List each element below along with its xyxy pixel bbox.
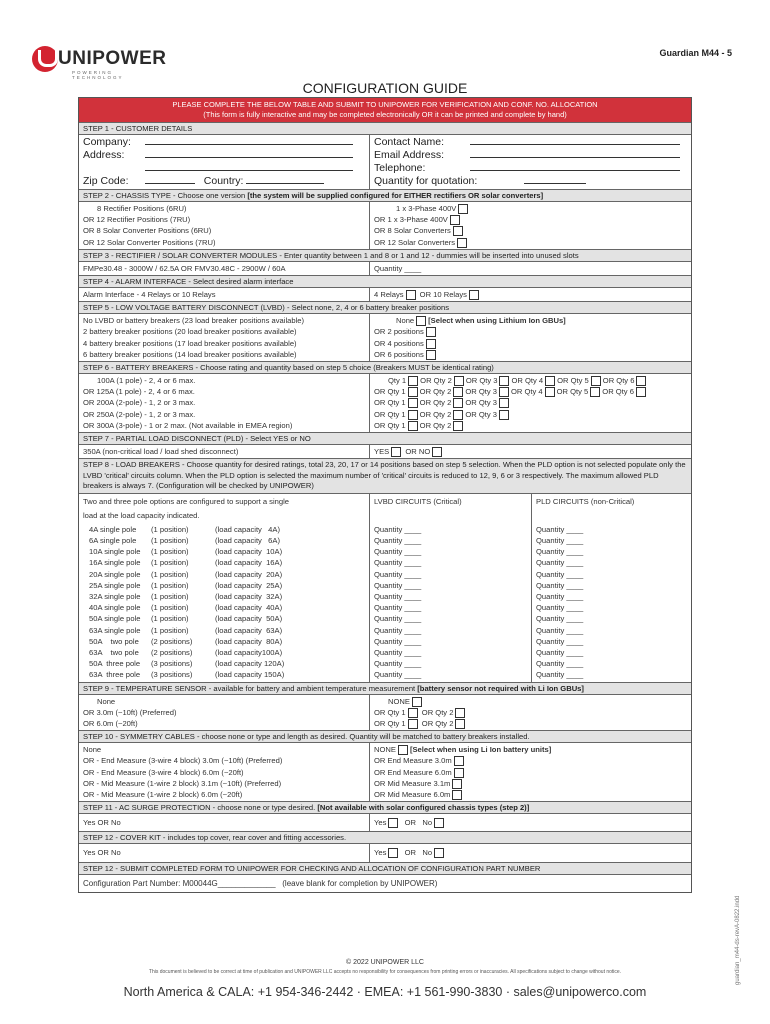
load-breaker-row: 50A three pole (3 positions) (load capacity 120A) bbox=[89, 659, 285, 669]
lvbd-quantity-field[interactable]: Quantity ____ bbox=[374, 524, 422, 534]
pld-quantity-field[interactable]: Quantity ____ bbox=[536, 636, 584, 646]
sym-mid-3m-checkbox[interactable] bbox=[452, 779, 462, 789]
quote-quantity-field[interactable] bbox=[524, 175, 586, 184]
load-breaker-row: 6A single pole (1 position) (load capacity 6A) bbox=[89, 535, 280, 545]
bb-r2-q5[interactable] bbox=[590, 387, 600, 397]
step5-header: STEP 5 - LOW VOLTAGE BATTERY DISCONNECT (LVBD) - Select none, 2, 4 or 6 battery breaker positions bbox=[79, 301, 691, 313]
address-field-2[interactable] bbox=[145, 162, 353, 171]
lvbd-column-header: LVBD CIRCUITS (Critical) bbox=[374, 496, 462, 506]
bb-r1-q3[interactable] bbox=[499, 376, 509, 386]
bb-r1-q5[interactable] bbox=[591, 376, 601, 386]
lvbd-options: No LVBD or battery breakers (23 load breaker positions available) 2 battery breaker positions (20 load breaker positions available) 4 battery breaker positions (17 load breaker positions available) 6 battery breaker positions (14 load breaker positions available) None [Select when using Lithium Ion GBUs] OR 2 positions OR 4 positions OR 6 positions bbox=[79, 313, 691, 361]
lvbd-quantity-field[interactable]: Quantity ____ bbox=[374, 625, 422, 635]
bb-r2-q6[interactable] bbox=[636, 387, 646, 397]
sym-end-6m-checkbox[interactable] bbox=[454, 768, 464, 778]
bb-r3-q1[interactable] bbox=[408, 398, 418, 408]
pld-quantity-field[interactable]: Quantity ____ bbox=[536, 535, 584, 545]
bb-r2-q2[interactable] bbox=[453, 387, 463, 397]
telephone-field[interactable] bbox=[470, 162, 680, 171]
configuration-form bbox=[78, 97, 692, 893]
page-header bbox=[32, 40, 732, 80]
chassis-checkbox-4[interactable] bbox=[457, 238, 467, 248]
company-field[interactable] bbox=[145, 136, 353, 145]
pld-quantity-field[interactable]: Quantity ____ bbox=[536, 603, 584, 613]
load-breaker-row: 25A single pole (1 position) (load capacity 25A) bbox=[89, 580, 283, 590]
bb-r5-q2[interactable] bbox=[453, 421, 463, 431]
email-field[interactable] bbox=[470, 149, 680, 158]
step11-header: STEP 11 - AC SURGE PROTECTION - choose none or type desired. [Not available with solar configured chassis types (step 2)] bbox=[79, 801, 691, 813]
alarm-10-relays-checkbox[interactable] bbox=[469, 290, 479, 300]
bb-r1-q6[interactable] bbox=[636, 376, 646, 386]
pld-quantity-field[interactable]: Quantity ____ bbox=[536, 659, 584, 669]
load-breaker-row: 10A single pole (1 position) (load capacity 10A) bbox=[89, 547, 283, 557]
temp-6m-qty1[interactable] bbox=[408, 719, 418, 729]
load-breaker-row: 63A three pole (3 positions) (load capacity 150A) bbox=[89, 670, 285, 680]
load-breaker-row: 20A single pole (1 position) (load capacity 20A) bbox=[89, 569, 283, 579]
sym-mid-6m-checkbox[interactable] bbox=[452, 790, 462, 800]
lvbd-quantity-field[interactable]: Quantity ____ bbox=[374, 636, 422, 646]
temp-sensor-options: None OR 3.0m (~10ft) (Preferred) OR 6.0m (~20ft) NONE OR Qty 1 OR Qty 2 OR Qty 1 OR Qty 2 bbox=[79, 694, 691, 731]
lvbd-quantity-field[interactable]: Quantity ____ bbox=[374, 569, 422, 579]
step6-header: STEP 6 - BATTERY BREAKERS - Choose rating and quantity based on step 5 choice (Breakers MUST be identical rating) bbox=[79, 361, 691, 373]
step4-header: STEP 4 - ALARM INTERFACE - Select desired alarm interface bbox=[79, 275, 691, 287]
pld-quantity-field[interactable]: Quantity ____ bbox=[536, 580, 584, 590]
pld-quantity-field[interactable]: Quantity ____ bbox=[536, 647, 584, 657]
pld-quantity-field[interactable]: Quantity ____ bbox=[536, 524, 584, 534]
step7-header: STEP 7 - PARTIAL LOAD DISCONNECT (PLD) - Select YES or NO bbox=[79, 432, 691, 444]
lvbd-6-checkbox[interactable] bbox=[426, 350, 436, 360]
load-breaker-row: 4A single pole (1 position) (load capacity 4A) bbox=[89, 524, 280, 534]
pld-quantity-field[interactable]: Quantity ____ bbox=[536, 558, 584, 568]
module-row: FMPe30.48 - 3000W / 62.5A OR FMV30.48C - 2900W / 60A Quantity ____ bbox=[79, 261, 691, 275]
lvbd-quantity-field[interactable]: Quantity ____ bbox=[374, 535, 422, 545]
bb-r2-q3[interactable] bbox=[499, 387, 509, 397]
part-number-row: Configuration Part Number: M00044G_____________ (leave blank for completion by UNIPOWER) bbox=[79, 874, 691, 892]
lvbd-quantity-field[interactable]: Quantity ____ bbox=[374, 670, 422, 680]
load-breaker-row: 63A two pole (2 positions) (load capacity100A) bbox=[89, 647, 283, 657]
lvbd-2-checkbox[interactable] bbox=[426, 327, 436, 337]
chassis-checkbox-3[interactable] bbox=[453, 226, 463, 236]
pld-quantity-field[interactable]: Quantity ____ bbox=[536, 569, 584, 579]
country-field[interactable] bbox=[246, 175, 324, 184]
logo-brand: UNIPOWER bbox=[58, 48, 167, 69]
chassis-checkbox-1[interactable] bbox=[458, 204, 468, 214]
lvbd-quantity-field[interactable]: Quantity ____ bbox=[374, 558, 422, 568]
bb-r4-q2[interactable] bbox=[453, 410, 463, 420]
cover-row: Yes OR No Yes OR No bbox=[79, 843, 691, 861]
alarm-4-relays-checkbox[interactable] bbox=[406, 290, 416, 300]
logo-tagline: POWERING TECHNOLOGY bbox=[72, 70, 124, 80]
part-number-field[interactable]: Configuration Part Number: M00044G_____________ bbox=[83, 878, 276, 888]
step10-header: STEP 10 - SYMMETRY CABLES - choose none or type and length as desired. Quantity will be matched to battery breakers installed. bbox=[79, 730, 691, 742]
load-breaker-list bbox=[83, 524, 365, 681]
battery-breaker-options: 100A (1 pole) - 2, 4 or 6 max. OR 125A (1 pole) - 2, 4 or 6 max. OR 200A (2-pole) - 1, 2 or 3 max. OR 250A (2-pole) - 1, 2 or 3 max. OR 300A (3-pole) - 1 or 2 max. (Not available in EMEA region) Qty 1 OR Qty 2 OR Qty 3 OR Qty 4 OR Qty 5 OR Qty 6 OR Qty 1 OR Qty 2 OR Qty 3 OR Qty 4 OR Qty 5 OR Qty 6 OR Qty 1 OR Qty 2 OR Qty 3 OR Qty 1 OR Qty 2 OR Qty 3 OR Qty 1 OR Qty 2 bbox=[79, 373, 691, 432]
chassis-options: 8 Rectifier Positions (6RU) OR 12 Rectifier Positions (7RU) OR 8 Solar Converter Positions (6RU) OR 12 Solar Converter Positions (7RU) 1 x 3-Phase 400V OR 1 x 3-Phase 400V OR 8 Solar Converters OR 12 Solar Converters bbox=[79, 201, 691, 249]
pld-quantity-list bbox=[536, 524, 687, 681]
step2-header: STEP 2 - CHASSIS TYPE - Choose one version [the system will be supplied configured for EITHER rectifiers OR solar converters] bbox=[79, 189, 691, 201]
unipower-logo bbox=[32, 46, 167, 80]
module-quantity-field[interactable]: Quantity ____ bbox=[369, 262, 691, 275]
lvbd-quantity-field[interactable]: Quantity ____ bbox=[374, 603, 422, 613]
pld-quantity-field[interactable]: Quantity ____ bbox=[536, 670, 584, 680]
zip-field[interactable] bbox=[145, 175, 195, 184]
step8-header: STEP 8 - LOAD BREAKERS - Choose quantity for desired ratings, total 23, 20, 17 or 14 positions based on step 5 selection. When the PLD option is not selected populate only the LVBD 'critical' circuits column. When the PLD option is selected the maximum number of 'critical' circuits is reduced to 12, 9, 6 or 3 respectively. The maximum allowed PLD breakers is always 7. (Configuration will be checked by UNIPOWER) bbox=[79, 458, 691, 493]
pld-quantity-field[interactable]: Quantity ____ bbox=[536, 591, 584, 601]
pld-no-checkbox[interactable] bbox=[432, 447, 442, 457]
lvbd-quantity-field[interactable]: Quantity ____ bbox=[374, 547, 422, 557]
step3-header: STEP 3 - RECTIFIER / SOLAR CONVERTER MODULES - Enter quantity between 1 and 8 or 1 and 12 - dummies will be inserted into unused slots bbox=[79, 249, 691, 261]
lvbd-none-checkbox[interactable] bbox=[416, 316, 426, 326]
step9-header: STEP 9 - TEMPERATURE SENSOR - available for battery and ambient temperature measurement [battery sensor not required with Li Ion GBUs] bbox=[79, 682, 691, 694]
bb-r2-q4[interactable] bbox=[545, 387, 555, 397]
temp-3m-qty2[interactable] bbox=[455, 708, 465, 718]
customer-details: Company: Address: Zip Code: Country: Contact Name: Email Address: Telephone: Quantity for quotation: bbox=[79, 134, 691, 189]
bb-r3-q2[interactable] bbox=[453, 398, 463, 408]
lvbd-quantity-field[interactable]: Quantity ____ bbox=[374, 659, 422, 669]
step12-header: STEP 12 - COVER KIT - includes top cover, rear cover and fitting accessories. bbox=[79, 831, 691, 843]
address-field[interactable] bbox=[145, 149, 353, 158]
pld-quantity-field[interactable]: Quantity ____ bbox=[536, 625, 584, 635]
load-breaker-row: 50A single pole (1 position) (load capacity 50A) bbox=[89, 614, 283, 624]
sym-none-checkbox[interactable] bbox=[398, 745, 408, 755]
form-banner: PLEASE COMPLETE THE BELOW TABLE AND SUBMIT TO UNIPOWER FOR VERIFICATION AND CONF. NO. ALLOCATION (This form is fully interactive and may be completed electronically OR it can be printed and complete by hand) bbox=[79, 98, 691, 122]
document-code: guardian_m44-ds-revA-0822.indd bbox=[735, 895, 741, 985]
disclaimer: This document is believed to be correct at time of publication and UNIPOWER LLC accepts no responsibility for consequences from printing errors or inaccuracies. All specifications subject to change without notice. bbox=[148, 969, 622, 975]
lvbd-quantity-field[interactable]: Quantity ____ bbox=[374, 591, 422, 601]
step1-header: STEP 1 - CUSTOMER DETAILS bbox=[79, 122, 691, 134]
page-title: CONFIGURATION GUIDE bbox=[302, 80, 468, 96]
bb-r1-q1[interactable] bbox=[408, 376, 418, 386]
contact-line: North America & CALA: +1 954-346-2442 · EMEA: +1 561-990-3830 · sales@unipowerco.com bbox=[123, 985, 647, 999]
bb-r4-q1[interactable] bbox=[408, 410, 418, 420]
surge-no-checkbox[interactable] bbox=[434, 818, 444, 828]
bb-r1-q4[interactable] bbox=[545, 376, 555, 386]
logo-mark-icon bbox=[32, 46, 58, 72]
cover-no-checkbox[interactable] bbox=[434, 848, 444, 858]
symmetry-options: None OR - End Measure (3-wire 4 block) 3.0m (~10ft) (Preferred) OR - End Measure (3-wire 4 block) 6.0m (~20ft) OR - Mid Measure (1-wire 2 block) 3.1m (~10ft) (Preferred) OR - Mid Measure (1-wire 2 block) 6.0m (~20ft) NONE [Select when using Li Ion battery units] OR End Measure 3.0m OR End Measure 6.0m OR Mid Measure 3.1m OR Mid Measure 6.0m bbox=[79, 742, 691, 801]
surge-row: Yes OR No Yes OR No bbox=[79, 813, 691, 831]
page-reference: Guardian M44 - 5 bbox=[659, 48, 732, 58]
temp-6m-qty2[interactable] bbox=[455, 719, 465, 729]
pld-quantity-field[interactable]: Quantity ____ bbox=[536, 547, 584, 557]
lvbd-quantity-field[interactable]: Quantity ____ bbox=[374, 647, 422, 657]
contact-name-field[interactable] bbox=[470, 136, 680, 145]
cover-yes-checkbox[interactable] bbox=[388, 848, 398, 858]
temp-none-checkbox[interactable] bbox=[412, 697, 422, 707]
pld-quantity-field[interactable]: Quantity ____ bbox=[536, 614, 584, 624]
lvbd-quantity-list bbox=[374, 524, 527, 681]
sym-end-3m-checkbox[interactable] bbox=[454, 756, 464, 766]
load-breaker-row: 16A single pole (1 position) (load capacity 16A) bbox=[89, 558, 283, 568]
lvbd-4-checkbox[interactable] bbox=[426, 339, 436, 349]
bb-r3-q3[interactable] bbox=[499, 398, 509, 408]
lvbd-quantity-field[interactable]: Quantity ____ bbox=[374, 614, 422, 624]
bb-r1-q2[interactable] bbox=[454, 376, 464, 386]
bb-r5-q1[interactable] bbox=[408, 421, 418, 431]
load-breakers: Two and three pole options are configured to support a single load at the load capacity indicated. 4A single pole (1 position) (load capacity 4A) 6A single pole (1 position) (load capacity 6A) 10A single pole (1 position) (load capacity 10A) 16A single pole (1 position) (load capacity 16A) 20A single pole (1 position) (load capacity 20A) 25A single pole (1 position) (load capacity 25A) 32A single pole (1 position) (load capacity 32A) 40A single pole (1 position) (load capacity 40A) 50A single pole (1 position) (load capacity 50A) 63A single pole (1 position) (load capacity 63A) 50A two pole (2 positions) (load capacity 80A) 63A two pole (2 positions) (load capacity100A) 50A three pole (3 positions) (load capacity 120A) 63A three pole (3 positions) (load capacity 150A) LVBD CIRCUITS (Critical) Quantity ____ Quantity ____ Quantity ____ Quantity ____ Quantity ____ Quantity ____ Quantity ____ Quantity ____ Quantity ____ Quantity ____ Quantity ____ Quantity ____ Quantity ____ Quantity ____ PLD CIRCUITS (non-Critical) Quantity ____ Quantity ____ Quantity ____ Quantity ____ Quantity ____ Quantity ____ Quantity ____ Quantity ____ Quantity ____ Quantity ____ Quantity ____ Quantity ____ Quantity ____ Quantity ____ bbox=[79, 493, 691, 682]
surge-yes-checkbox[interactable] bbox=[388, 818, 398, 828]
lvbd-quantity-field[interactable]: Quantity ____ bbox=[374, 580, 422, 590]
copyright: © 2022 UNIPOWER LLC bbox=[346, 959, 424, 966]
bb-r2-q1[interactable] bbox=[408, 387, 418, 397]
load-breaker-row: 32A single pole (1 position) (load capacity 32A) bbox=[89, 591, 283, 601]
load-breaker-row: 40A single pole (1 position) (load capacity 40A) bbox=[89, 603, 283, 613]
load-breaker-row: 63A single pole (1 position) (load capacity 63A) bbox=[89, 625, 283, 635]
chassis-checkbox-2[interactable] bbox=[450, 215, 460, 225]
load-breaker-row: 50A two pole (2 positions) (load capacity 80A) bbox=[89, 636, 283, 646]
pld-row: 350A (non-critical load / load shed disconnect) YES OR NO bbox=[79, 444, 691, 458]
bb-r4-q3[interactable] bbox=[499, 410, 509, 420]
pld-column-header: PLD CIRCUITS (non-Critical) bbox=[536, 496, 635, 506]
submit-header: STEP 12 - SUBMIT COMPLETED FORM TO UNIPOWER FOR CHECKING AND ALLOCATION OF CONFIGURATION PART NUMBER bbox=[79, 862, 691, 874]
pld-yes-checkbox[interactable] bbox=[391, 447, 401, 457]
temp-3m-qty1[interactable] bbox=[408, 708, 418, 718]
alarm-row: Alarm Interface - 4 Relays or 10 Relays 4 Relays OR 10 Relays bbox=[79, 287, 691, 301]
